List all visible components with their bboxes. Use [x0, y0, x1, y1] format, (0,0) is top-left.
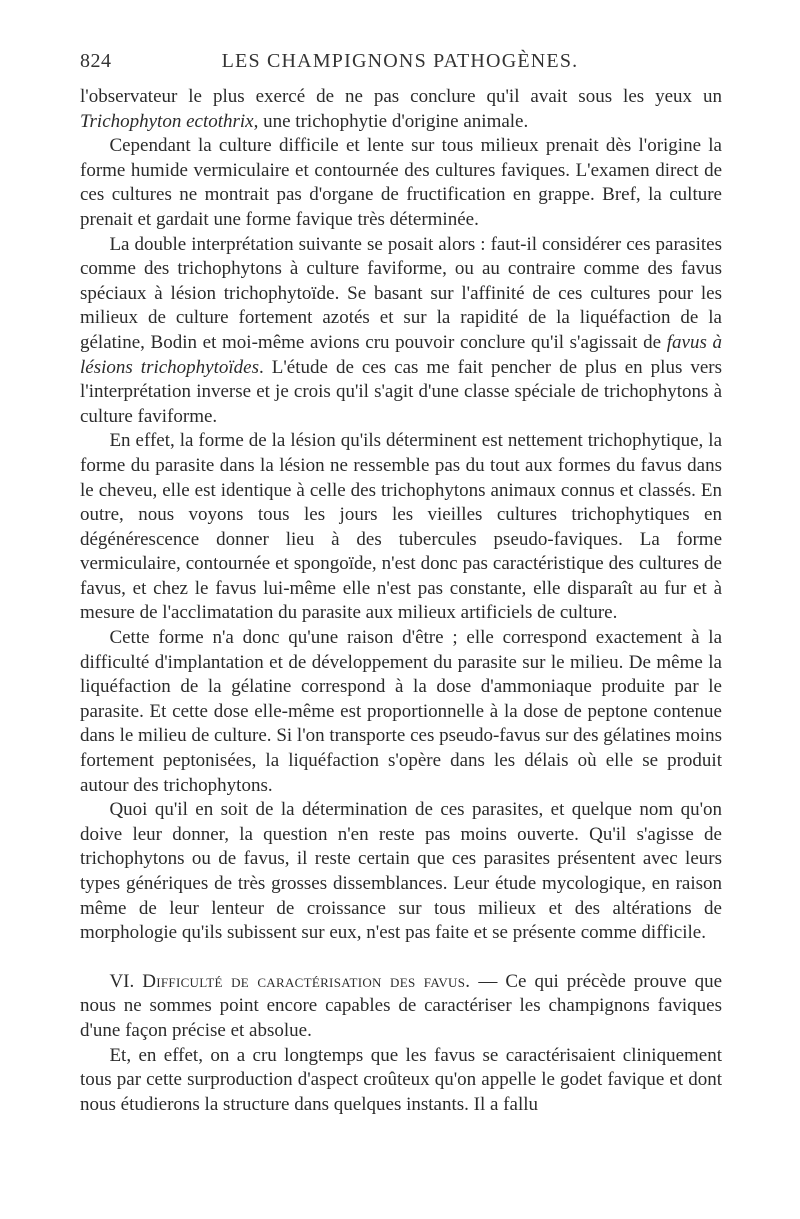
section-heading: Difficulté de caractérisation des favus. [142, 970, 471, 992]
body-text [80, 85, 722, 1117]
paragraph-5: Cette forme n'a donc qu'une raison d'être ; elle correspond exactement à la difficulté d'implantation et de développement du parasite sur le milieu. De même la liquéfaction de la gélatine correspond à la dose d'ammoniaque produite par le parasite. Et cette dose elle-même est proportionnelle à la dose de peptone contenue dans le milieu de culture. Si l'on transporte ces pseudo-favus sur des gélatines moins fortement peptonisées, la liquéfaction s'opère dans les délais où elle se produit autour des trichophytons. [80, 627, 722, 796]
paragraph-1 [80, 85, 722, 134]
paragraph-4: En effet, la forme de la lésion qu'ils déterminent est nettement trichophytique, la forme du parasite dans la lésion ne ressemble pas du tout aux formes du favus dans le cheveu, elle est identique à celle des trichophytons animaux connus et classés. En outre, nous voyons tous les jours les vieilles cultures trichophytiques en dégénérescence donner lieu à des tubercules pseudo-faviques. La forme vermiculaire, contournée et spongoïde, n'est donc pas caractéristique des cultures de favus, et chez le favus lui-même elle n'est pas constante, elle disparaît au fur et à mesure de l'acclimatation du parasite aux milieux artificiels de culture. [80, 430, 722, 624]
paragraph-1-text-b: , une trichophytie d'origine animale. [253, 110, 529, 132]
paragraph-1-italic: Trichophyton ectothrix [80, 110, 254, 132]
section-vi-text: — Ce qui précède prouve que nous ne sommes point encore capables de caractériser les champignons faviques d'une façon précise et absolue. [80, 970, 722, 1041]
paragraph-3-italic: favus à lésions trichophytoïdes [80, 331, 723, 378]
page-header [80, 50, 720, 80]
paragraph-1-text-a: l'observateur le plus exercé de ne pas conclure qu'il avait sous les yeux un [80, 86, 722, 107]
paragraph-3 [80, 233, 722, 430]
paragraph-2: Cependant la culture difficile et lente sur tous milieux prenait dès l'origine la forme humide vermiculaire et contournée des cultures faviques. L'examen direct de ces cultures ne montrait pas d'organe de fructification en grappe. Bref, la culture prenait et gardait une forme favique très déterminée. [80, 135, 722, 230]
page-number: 824 [80, 50, 112, 72]
section-vi-paragraph [80, 970, 722, 1044]
section-number: VI. [109, 970, 143, 992]
paragraph-8: Et, en effet, on a cru longtemps que les favus se caractérisaient cliniquement tous par cette surproduction d'aspect croûteux qu'on appelle le godet favique et dont nous étudierons la structure dans quelques instants. Il a fallu [80, 1044, 722, 1115]
running-title: LES CHAMPIGNONS PATHOGÈNES. [221, 50, 579, 72]
paragraph-3-text-b: . L'étude de ces cas me fait pencher de plus en plus vers l'interprétation inverse et je crois qu'il s'agit d'une classe spéciale de trichophytons à culture faviforme. [80, 356, 723, 427]
paragraph-6: Quoi qu'il en soit de la détermination de ces parasites, et quelque nom qu'on doive leur donner, la question n'en reste pas moins ouverte. Qu'il s'agisse de trichophytons ou de favus, il reste certain que ces parasites présentent avec leurs types génériques de très grosses dissemblances. Leur étude mycologique, en raison même de leur lenteur de croissance sur tous milieux et des altérations de morphologie qu'ils subissent sur eux, n'est pas faite et se présente comme difficile. [80, 799, 722, 944]
paragraph-3-text-a: La double interprétation suivante se posait alors : faut-il considérer ces parasites comme des trichophytons à culture faviforme, ou au contraire comme des favus spéciaux à lésion trichophytoïde. Se basant sur l'affinité de ces cultures pour les milieux de culture fortement azotés et sur la rapidité de la liquéfaction de la gélatine, Bodin et moi-même avions cru pouvoir conclure qu'il s'agissait de [80, 233, 722, 353]
